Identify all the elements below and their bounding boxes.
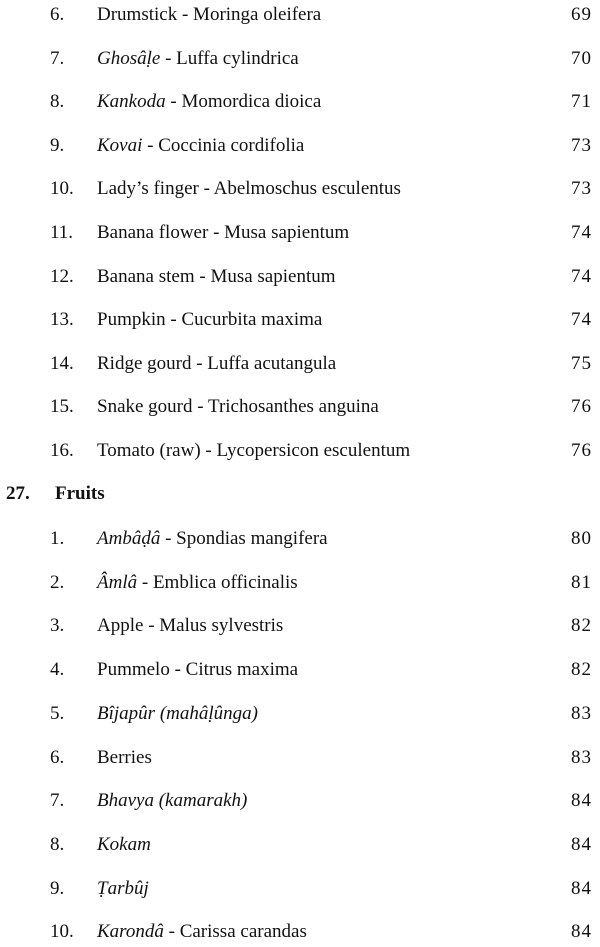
entry-latin-name: (mahâḷûnga) xyxy=(159,702,258,724)
entry-separator: - xyxy=(160,47,177,69)
section-title: Fruits xyxy=(55,483,105,504)
entry-common-name: Pumpkin xyxy=(97,309,166,331)
entry-latin-name: Momordica dioica xyxy=(181,91,322,113)
entry-page-number: 69 xyxy=(571,4,592,25)
entry-latin-name: Cucurbita maxima xyxy=(181,309,323,331)
toc-entry xyxy=(0,699,600,729)
entry-page-number: 71 xyxy=(571,91,592,113)
entry-number: 11. xyxy=(50,222,74,243)
entry-page-number: 75 xyxy=(571,352,592,374)
toc-entry xyxy=(0,830,600,860)
entry-latin-name: Citrus maxima xyxy=(185,659,299,681)
toc-entry xyxy=(0,524,600,554)
entry-common-name: Ghosâḷe xyxy=(97,47,161,69)
entry-page-number: 84 xyxy=(571,790,592,812)
entry-title xyxy=(97,0,321,30)
toc-entry xyxy=(0,44,600,74)
entry-common-name: Pummelo xyxy=(97,659,170,681)
entry-number: 2. xyxy=(50,571,65,593)
entry-separator: - xyxy=(160,528,177,549)
toc-entry xyxy=(0,305,600,335)
entry-common-name: Berries xyxy=(97,746,152,768)
entry-page-number: 84 xyxy=(571,877,592,899)
entry-title xyxy=(97,174,401,204)
entry-page-number: 73 xyxy=(571,134,592,156)
entry-title xyxy=(97,349,336,379)
entry-page-number: 83 xyxy=(571,746,592,768)
entry-title xyxy=(97,743,152,773)
entry-common-name: Ṭarbûj xyxy=(97,877,149,899)
entry-number: 9. xyxy=(50,877,65,899)
entry-title xyxy=(97,524,328,554)
entry-separator: - xyxy=(165,91,182,113)
toc-entry xyxy=(0,131,600,161)
toc-entry xyxy=(0,392,600,422)
entry-number: 6. xyxy=(50,4,65,25)
toc-entry xyxy=(0,349,600,379)
entry-latin-name: Lycopersicon esculentum xyxy=(216,440,411,461)
entry-common-name: Kovai xyxy=(97,134,143,156)
entry-separator: - xyxy=(169,659,186,681)
entry-number: 7. xyxy=(50,47,65,69)
entry-latin-name: Luffa cylindrica xyxy=(176,47,299,69)
entry-separator: - xyxy=(208,222,225,243)
entry-common-name: Âmlâ xyxy=(97,571,138,593)
entry-title xyxy=(97,568,298,598)
entry-common-name: Apple xyxy=(97,615,144,637)
toc-entry xyxy=(0,174,600,204)
entry-separator: - xyxy=(191,352,208,374)
entry-page-number: 74 xyxy=(571,309,592,331)
entry-latin-name: Malus sylvestris xyxy=(159,615,284,637)
entry-title xyxy=(97,874,149,904)
entry-title xyxy=(97,87,321,117)
entry-title xyxy=(97,131,304,161)
entry-separator: - xyxy=(200,440,217,461)
entry-title xyxy=(97,392,379,422)
entry-common-name: Ridge gourd xyxy=(97,352,192,374)
entry-number: 15. xyxy=(50,396,74,418)
entry-common-name: Banana flower xyxy=(97,222,209,243)
entry-separator: - xyxy=(163,921,180,943)
toc-entry xyxy=(0,87,600,117)
entry-common-name: Lady’s finger xyxy=(97,178,199,200)
toc-entry xyxy=(0,218,600,248)
entry-title xyxy=(97,786,247,816)
entry-separator: - xyxy=(143,615,160,637)
entry-common-name: Banana stem xyxy=(97,265,195,287)
entry-number: 8. xyxy=(50,833,65,855)
entry-latin-name: Carissa carandas xyxy=(179,921,307,943)
entry-title xyxy=(97,262,336,292)
entry-title xyxy=(97,305,322,335)
entry-separator: - xyxy=(142,134,159,156)
entry-number: 8. xyxy=(50,91,65,113)
entry-title xyxy=(97,830,151,860)
entry-common-name: Tomato (raw) xyxy=(97,440,201,461)
entry-common-name: Kankoda xyxy=(97,91,166,113)
entry-title xyxy=(97,44,299,74)
entry-number: 10. xyxy=(50,921,74,943)
entry-common-name: Drumstick xyxy=(97,4,178,25)
toc-entry xyxy=(0,743,600,773)
entry-title xyxy=(97,699,258,729)
toc-entry xyxy=(0,874,600,904)
entry-page-number: 82 xyxy=(571,659,592,681)
entry-number: 3. xyxy=(50,615,65,637)
entry-latin-name: Emblica officinalis xyxy=(152,571,298,593)
entry-separator: - xyxy=(165,309,182,331)
entry-common-name: Ambâḍâ xyxy=(97,528,161,549)
entry-separator: - xyxy=(198,178,214,200)
entry-page-number: 73 xyxy=(571,178,592,200)
entry-separator: - xyxy=(192,396,208,418)
entry-title xyxy=(97,611,283,641)
entry-separator: - xyxy=(177,4,194,25)
toc-entry xyxy=(0,611,600,641)
entry-number: 7. xyxy=(50,790,65,812)
toc-entry xyxy=(0,262,600,292)
entry-page-number: 74 xyxy=(571,222,592,243)
toc-entry xyxy=(0,786,600,816)
entry-latin-name: Coccinia cordifolia xyxy=(158,134,305,156)
entry-title xyxy=(97,218,349,248)
entry-common-name: Bîjapûr xyxy=(97,702,156,724)
entry-page-number: 80 xyxy=(571,528,592,549)
entry-latin-name: Trichosanthes anguina xyxy=(208,396,379,418)
toc-entry xyxy=(0,655,600,685)
entry-number: 12. xyxy=(50,265,74,287)
entry-latin-name: Musa sapientum xyxy=(224,222,350,243)
entry-page-number: 70 xyxy=(571,47,592,69)
entry-separator: - xyxy=(194,265,211,287)
toc-entry xyxy=(0,0,600,30)
entry-page-number: 84 xyxy=(571,833,592,855)
entry-number: 4. xyxy=(50,659,65,681)
entry-page-number: 81 xyxy=(571,571,592,593)
entry-page-number: 76 xyxy=(571,396,592,418)
entry-separator: - xyxy=(137,571,153,593)
entry-number: 9. xyxy=(50,134,65,156)
entry-latin-name: (kamarakh) xyxy=(158,790,248,812)
toc-entry xyxy=(0,568,600,598)
entry-common-name: Snake gourd xyxy=(97,396,193,418)
section-number: 27. xyxy=(6,483,30,504)
entry-page-number: 76 xyxy=(571,440,592,461)
section-heading xyxy=(0,479,600,509)
entry-number: 14. xyxy=(50,352,74,374)
entry-title xyxy=(97,655,298,685)
entry-number: 13. xyxy=(50,309,74,331)
entry-common-name: Karondâ xyxy=(97,921,164,943)
entry-page-number: 84 xyxy=(571,921,592,943)
entry-page-number: 74 xyxy=(571,265,592,287)
entry-common-name: Bhavya xyxy=(97,790,154,812)
entry-title xyxy=(97,436,410,466)
entry-page-number: 82 xyxy=(571,615,592,637)
entry-latin-name: Luffa acutangula xyxy=(207,352,337,374)
entry-latin-name: Musa sapientum xyxy=(210,265,336,287)
entry-number: 16. xyxy=(50,440,74,461)
toc-entry xyxy=(0,436,600,466)
entry-number: 10. xyxy=(50,178,74,200)
entry-number: 5. xyxy=(50,702,65,724)
entry-number: 1. xyxy=(50,528,65,549)
entry-page-number: 83 xyxy=(571,702,592,724)
entry-latin-name: Spondias mangifera xyxy=(176,528,328,549)
entry-number: 6. xyxy=(50,746,65,768)
entry-common-name: Kokam xyxy=(97,833,151,855)
entry-latin-name: Moringa oleifera xyxy=(193,4,322,25)
toc-entry xyxy=(0,917,600,947)
entry-latin-name: Abelmoschus esculentus xyxy=(213,178,401,200)
entry-title xyxy=(97,917,307,947)
